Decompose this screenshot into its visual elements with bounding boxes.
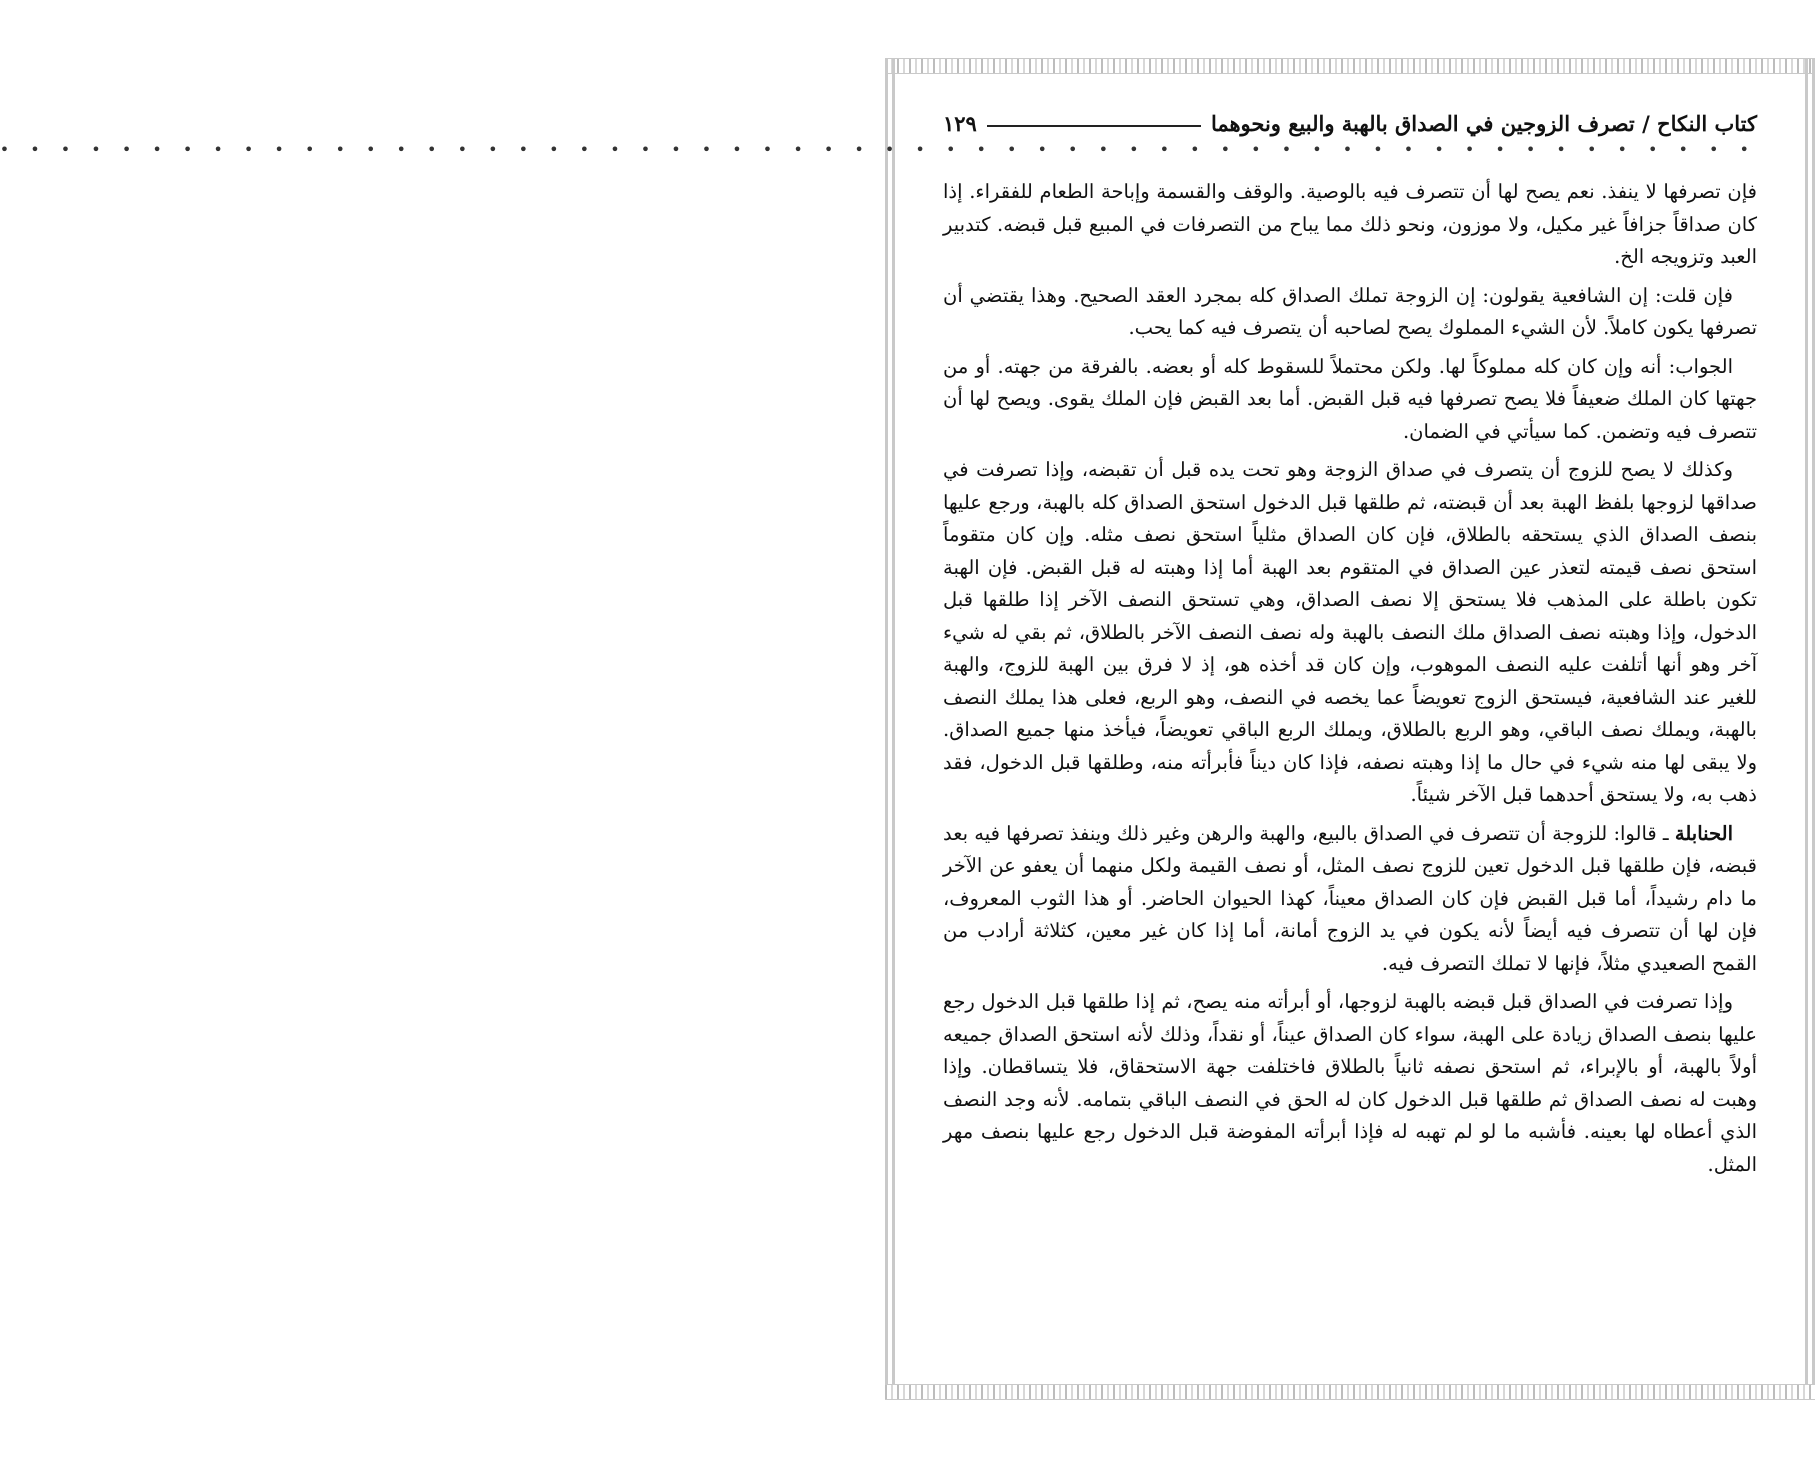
paragraph-5: الحنابلة ـ قالوا: للزوجة أن تتصرف في الصداق بالبيع، والهبة والرهن وغير ذلك وينفذ تصرفها فيه بعد قبضه، فإن طلقها قبل الدخول تعين للزوج نصف المثل، أو نصف القيمة ولكل منهما أن يعفو عن الآخر ما دام رشيداً، أما قبل القبض فإن كان الصداق معيناً، كهذا الحيوان الحاضر. أو هذا الثوب المعروف، فإن لها أن تتصرف فيه أيضاً لأنه يكون في يد الزوج أمانة، أما إذا كان غير معين، كثلاثة أرادب من القمح الصعيدي مثلاً، فإنها لا تملك التصرف فيه. <box>943 821 1757 975</box>
hanabila-lead-word: الحنابلة <box>1674 821 1733 845</box>
paragraph-1: فإن تصرفها لا ينفذ. نعم يصح لها أن تتصرف فيه بالوصية. والوقف والقسمة وإباحة الطعام للفقراء. إذا كان صداقاً جزافاً غير مكيل، ولا موزون، ونحو ذلك مما يباح من التصرفات في المبيع قبل قبضه. كتدبير العبد وتزويجه الخ. <box>943 180 1757 268</box>
running-header <box>943 102 1757 136</box>
dotted-separator: • • • • • • • • • • • • • • • • • • • • • • • • • • • • • • • • • • • • • • • • • • • • • • • • • • • • • • • • • • <box>0 140 1757 159</box>
bottom-ornament-border <box>885 1384 1815 1400</box>
page-body <box>943 176 1757 1187</box>
header-title: كتاب النكاح / تصرف الزوجين في الصداق بالهبة والبيع ونحوهما <box>1210 111 1757 136</box>
paragraph-2: فإن قلت: إن الشافعية يقولون: إن الزوجة تملك الصداق كله بمجرد العقد الصحيح. وهذا يقتضي أن تصرفها يكون كاملاً. لأن الشيء المملوك يصح لصاحبه أن يتصرف فيه كما يحب. <box>943 283 1757 339</box>
page-number: ١٢٩ <box>943 111 977 136</box>
paragraph-3: الجواب: أنه وإن كان كله مملوكاً لها. ولكن محتملاً للسقوط كله أو بعضه. بالفرقة من جهته. أو من جهتها كان الملك ضعيفاً فلا يصح تصرفها فيه قبل القبض. أما بعد القبض فإن الملك يقوى. ويصح لها أن تتصرف فيه وتضمن. كما سيأتي في الضمان. <box>943 354 1757 443</box>
paragraph-4: وكذلك لا يصح للزوج أن يتصرف في صداق الزوجة وهو تحت يده قبل أن تقبضه، وإذا تصرفت في صداقها لزوجها بلفظ الهبة بعد أن قبضته، ثم طلقها قبل الدخول استحق الصداق كله بالهبة، ورجع عليها بنصف الصداق الذي يستحقه بالطلاق، فإن كان الصداق مثلياً استحق نصف مثله. وإن كان متقوماً استحق نصف قيمته لتعذر عين الصداق في المتقوم بعد الهبة أما إذا وهبته له قبل القبض. فإن الهبة تكون باطلة على المذهب فلا يستحق إلا نصف الصداق، وهي تستحق النصف الآخر إذا طلقها قبل الدخول، وإذا وهبته نصف الصداق ملك النصف بالهبة وله نصف النصف الآخر بالطلاق، ثم بقي له شيء آخر وهو أنها أتلفت عليه النصف الموهوب، وإن كان قد أخذه هو، إذ لا فرق بين الهبة للزوج، والهبة للغير عند الشافعية، فيستحق الزوج تعويضاً عما يخصه في النصف، وهو الربع، فعلى هذا يملك النصف بالهبة، ويملك نصف الباقي، وهو الربع بالطلاق، ويملك الربع الباقي تعويضاً، فيأخذ منها جميع الصداق. ولا يبقى لها منه شيء في حال ما إذا وهبته نصفه، فإذا كان ديناً فأبرأته منه، وطلقها قبل الدخول، فقد ذهب به، ولا يستحق أحدهما قبل الآخر شيئاً. <box>943 458 1757 806</box>
paragraph-6: وإذا تصرفت في الصداق قبل قبضه بالهبة لزوجها، أو أبرأته منه يصح، ثم إذا طلقها قبل الدخول رجع عليها بنصف الصداق زيادة على الهبة، سواء كان الصداق عيناً، أو نقداً، وذلك لأنه استحق الصداق جميعه أولاً بالهبة، أو بالإبراء، ثم استحق نصفه ثانياً بالطلاق فاختلفت جهة الاستحقاق، فلا يتساقطان. وإذا وهبت له نصف الصداق ثم طلقها قبل الدخول كان له الحق في النصف الباقي بتمامه. لأنه وجد النصف الذي أعطاه لها بعينه. فأشبه ما لو لم تهبه له فإذا أبرأته المفوضة قبل الدخول رجع عليها بنصف مهر المثل. <box>943 990 1757 1176</box>
header-rule <box>987 125 1201 127</box>
